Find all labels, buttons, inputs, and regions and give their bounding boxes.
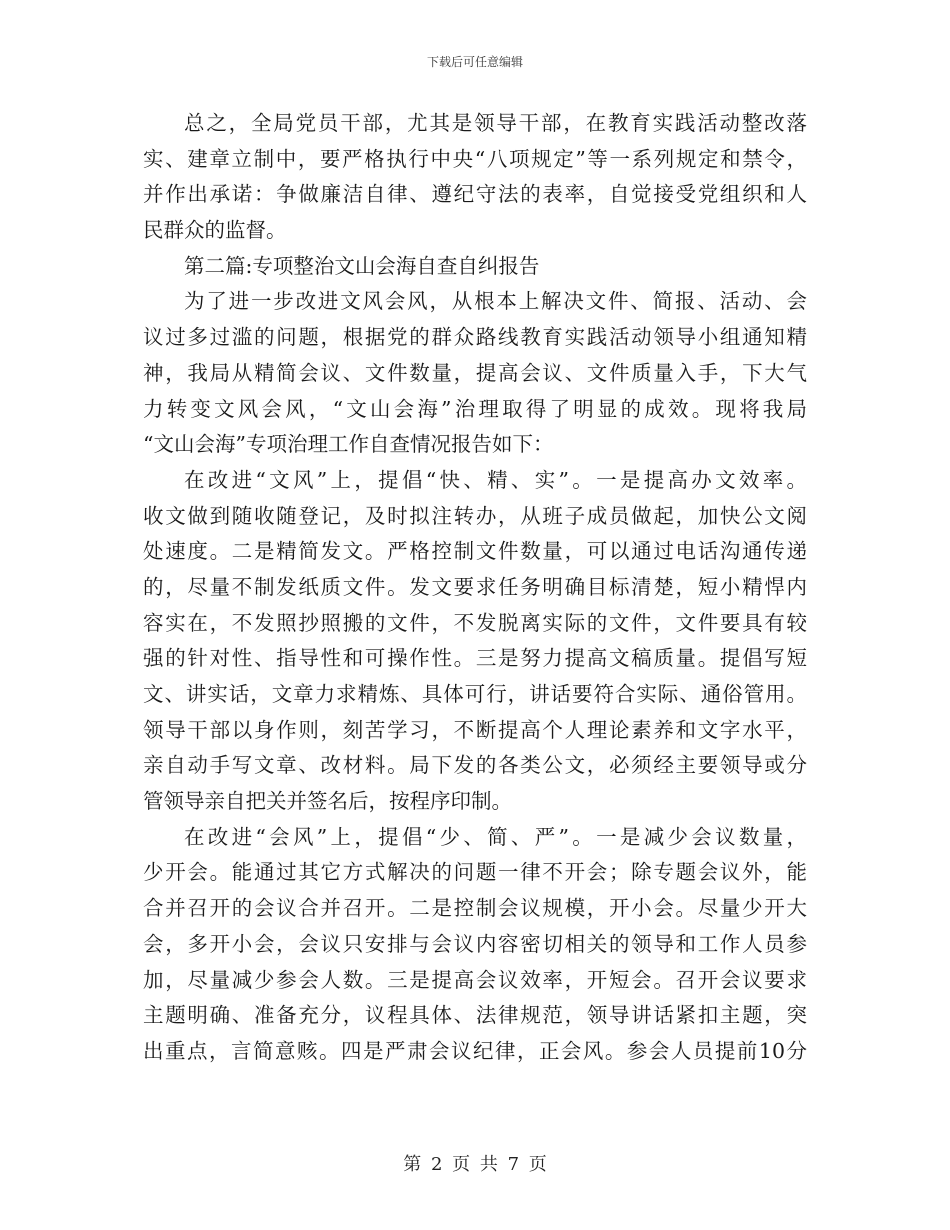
text-line: 总之，全局党员干部，尤其是领导干部，在教育实践活动整改落 bbox=[184, 111, 807, 135]
text-line: 的，尽量不制发纸质文件。发文要求任务明确目标清楚，短小精悍内 bbox=[143, 574, 807, 599]
text-line: 力转变文风会风，“文山会海”治理取得了明显的成效。现将我局 bbox=[143, 396, 807, 421]
text-line: 会，多开小会，会议只安排与会议内容密切相关的领导和工作人员参 bbox=[143, 931, 807, 956]
text-line: 民群众的监督。 bbox=[143, 218, 287, 243]
text-line: 议过多过滥的问题，根据党的群众路线教育实践活动领导小组通知精 bbox=[143, 325, 807, 350]
text-line: 收文做到随收随登记，及时拟注转办，从班子成员做起，加快公文阅 bbox=[143, 503, 807, 528]
text-line: 实、建章立制中，要严格执行中央“八项规定”等一系列规定和禁令， bbox=[143, 146, 807, 171]
section-title bbox=[143, 249, 807, 285]
paragraph-conclusion bbox=[143, 106, 807, 249]
paragraph-meeting-style bbox=[143, 820, 807, 1070]
text-line: 合并召开的会议合并召开。二是控制会议规模，开小会。尽量少开大 bbox=[143, 896, 807, 921]
text-line: 主题明确、准备充分，议程具体、法律规范，领导讲话紧扣主题，突 bbox=[143, 1003, 807, 1028]
paragraph-writing-style bbox=[143, 463, 807, 820]
paragraph-intro bbox=[143, 284, 807, 462]
text-line: 管领导亲自把关并签名后，按程序印制。 bbox=[143, 789, 512, 814]
text-line: 领导干部以身作则，刻苦学习，不断提高个人理论素养和文字水平， bbox=[143, 717, 807, 742]
document-body bbox=[143, 106, 807, 1070]
text-line: 为了进一步改进文风会风，从根本上解决文件、简报、活动、会 bbox=[184, 289, 807, 314]
text-line: 容实在，不发照抄照搬的文件，不发脱离实际的文件，文件要具有较 bbox=[143, 610, 807, 635]
text-line: 在改进“会风”上，提倡“少、简、严”。一是减少会议数量， bbox=[184, 824, 807, 849]
section-title-text: 第二篇:专项整治文山会海自查自纠报告 bbox=[184, 253, 540, 278]
text-line: 亲自动手写文章、改材料。局下发的各类公文，必须经主要领导或分 bbox=[143, 753, 807, 778]
text-line: 加，尽量减少参会人数。三是提高会议效率，开短会。召开会议要求 bbox=[143, 967, 807, 992]
text-line: 强的针对性、指导性和可操作性。三是努力提高文稿质量。提倡写短 bbox=[143, 646, 807, 671]
text-line: 文、讲实话，文章力求精炼、具体可行，讲话要符合实际、通俗管用。 bbox=[143, 682, 807, 706]
text-line: 处速度。二是精简发文。严格控制文件数量，可以通过电话沟通传递 bbox=[143, 539, 807, 564]
page-header: 下载后可任意编辑 bbox=[426, 55, 523, 69]
text-line: 出重点，言简意赅。四是严肃会议纪律，正会风。参会人员提前10分 bbox=[143, 1038, 807, 1063]
page-number: 第 2 页 共 7 页 bbox=[403, 1154, 547, 1175]
text-line: 并作出承诺：争做廉洁自律、遵纪守法的表率，自觉接受党组织和人 bbox=[143, 182, 807, 207]
text-line: 神，我局从精简会议、文件数量，提高会议、文件质量入手，下大气 bbox=[143, 360, 807, 385]
text-line: “文山会海”专项治理工作自查情况报告如下： bbox=[143, 432, 554, 457]
text-line: 少开会。能通过其它方式解决的问题一律不开会；除专题会议外，能 bbox=[143, 860, 807, 885]
text-line: 在改进“文风”上，提倡“快、精、实”。一是提高办文效率。 bbox=[184, 467, 807, 492]
